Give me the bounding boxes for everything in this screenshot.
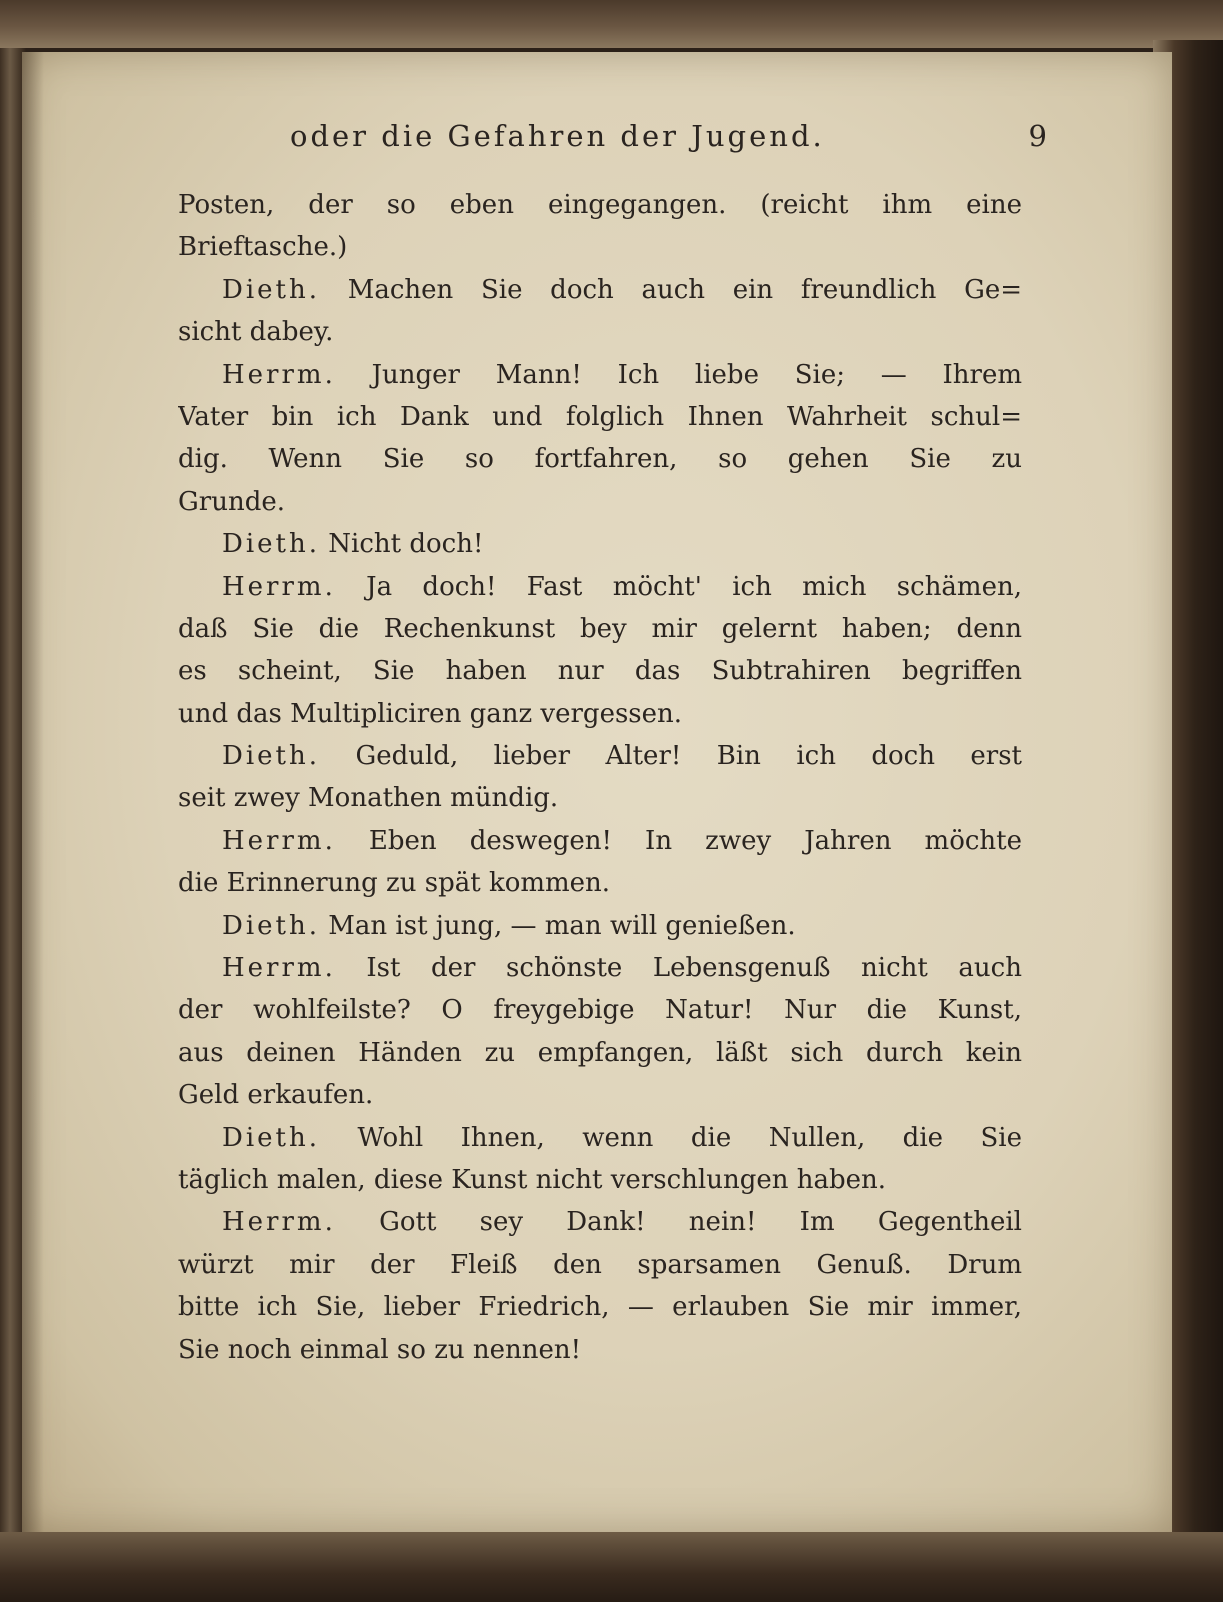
text-line xyxy=(178,523,1022,565)
line-text: Posten, der so eben eingegangen. (reicht ihm eine xyxy=(178,190,1022,220)
text-line xyxy=(178,735,1022,777)
line-text: Brieftasche.) xyxy=(178,232,348,263)
text-line xyxy=(178,1244,1022,1286)
speaker-name: Herrm. xyxy=(222,1207,336,1238)
text-line xyxy=(178,226,1022,268)
text-line xyxy=(178,905,1022,947)
line-text: Nicht doch! xyxy=(328,529,484,560)
line-text: Wohl Ihnen, wenn die Nullen, die Sie xyxy=(357,1122,1022,1153)
speaker-name: Dieth. xyxy=(222,1122,321,1153)
text-line xyxy=(178,1032,1022,1074)
text-line xyxy=(178,650,1022,692)
text-line xyxy=(178,1074,1022,1116)
line-text: und das Multipliciren ganz vergessen. xyxy=(178,698,683,729)
speaker-name: Herrm. xyxy=(222,825,336,856)
running-head: oder die Gefahren der Jugend. xyxy=(290,119,825,153)
text-line xyxy=(178,354,1022,396)
line-text: Gott sey Dank! nein! Im Gegentheil xyxy=(379,1207,1022,1238)
text-line xyxy=(178,438,1022,480)
speaker-name: Herrm. xyxy=(222,953,336,984)
line-text: es scheint, Sie haben nur das Subtrahiren begriffen xyxy=(178,656,1022,687)
page-gutter xyxy=(22,52,44,1532)
speaker-name: Dieth. xyxy=(222,529,321,560)
text-line xyxy=(178,1159,1022,1201)
speaker-name: Herrm. xyxy=(222,359,336,390)
text-line xyxy=(178,481,1022,523)
speaker-name: Dieth. xyxy=(222,910,321,941)
line-text: sicht dabey. xyxy=(178,317,334,348)
speaker-name: Herrm. xyxy=(222,571,336,602)
text-line xyxy=(178,608,1022,650)
text-line xyxy=(178,947,1022,989)
text-line xyxy=(178,862,1022,904)
line-text: Man ist jung, — man will genießen. xyxy=(328,910,796,941)
line-text: täglich malen, diese Kunst nicht verschlungen haben. xyxy=(178,1164,887,1195)
line-text: Geld erkaufen. xyxy=(178,1080,374,1111)
line-text: Junger Mann! Ich liebe Sie; — Ihrem xyxy=(371,359,1022,390)
page-number: 9 xyxy=(1028,119,1050,153)
speaker-name: Dieth. xyxy=(222,274,321,305)
book-top-edge xyxy=(0,0,1223,48)
line-text: Sie noch einmal so zu nennen! xyxy=(178,1334,582,1365)
text-line xyxy=(178,777,1022,819)
line-text: Machen Sie doch auch ein freundlich Ge= xyxy=(347,274,1022,305)
text-line xyxy=(178,269,1022,311)
book-page xyxy=(22,52,1172,1532)
line-text: dig. Wenn Sie so fortfahren, so gehen Sie zu xyxy=(178,444,1022,475)
line-text: die Erinnerung zu spät kommen. xyxy=(178,868,611,899)
line-text: Ja doch! Fast möcht' ich mich schämen, xyxy=(366,571,1022,602)
line-text: aus deinen Händen zu empfangen, läßt sich durch kein xyxy=(178,1037,1022,1068)
speaker-name: Dieth. xyxy=(222,741,321,772)
line-text: daß Sie die Rechenkunst bey mir gelernt haben; denn xyxy=(178,613,1022,644)
text-line xyxy=(178,693,1022,735)
text-line xyxy=(178,311,1022,353)
line-text: Grunde. xyxy=(178,486,285,517)
page-body-text xyxy=(178,184,1022,1371)
text-line xyxy=(178,566,1022,608)
text-line xyxy=(178,820,1022,862)
line-text: seit zwey Monathen mündig. xyxy=(178,783,559,814)
text-line xyxy=(178,1117,1022,1159)
text-line xyxy=(178,184,1022,226)
line-text: würzt mir der Fleiß den sparsamen Genuß. Drum xyxy=(178,1249,1022,1280)
line-text: der wohlfeilste? O freygebige Natur! Nur die Kunst, xyxy=(178,995,1022,1026)
line-text: Eben deswegen! In zwey Jahren möchte xyxy=(368,825,1022,856)
line-text: Vater bin ich Dank und folglich Ihnen Wahrheit schul= xyxy=(178,401,1022,432)
text-line xyxy=(178,1329,1022,1371)
text-line xyxy=(178,1201,1022,1243)
text-line xyxy=(178,1286,1022,1328)
line-text: Ist der schönste Lebensgenuß nicht auch xyxy=(366,953,1022,984)
text-line xyxy=(178,396,1022,438)
book-bottom-edge xyxy=(0,1532,1223,1602)
line-text: bitte ich Sie, lieber Friedrich, — erlauben Sie mir immer, xyxy=(178,1292,1022,1323)
line-text: Geduld, lieber Alter! Bin ich doch erst xyxy=(355,741,1022,772)
page-header xyxy=(290,119,1050,165)
text-line xyxy=(178,989,1022,1031)
